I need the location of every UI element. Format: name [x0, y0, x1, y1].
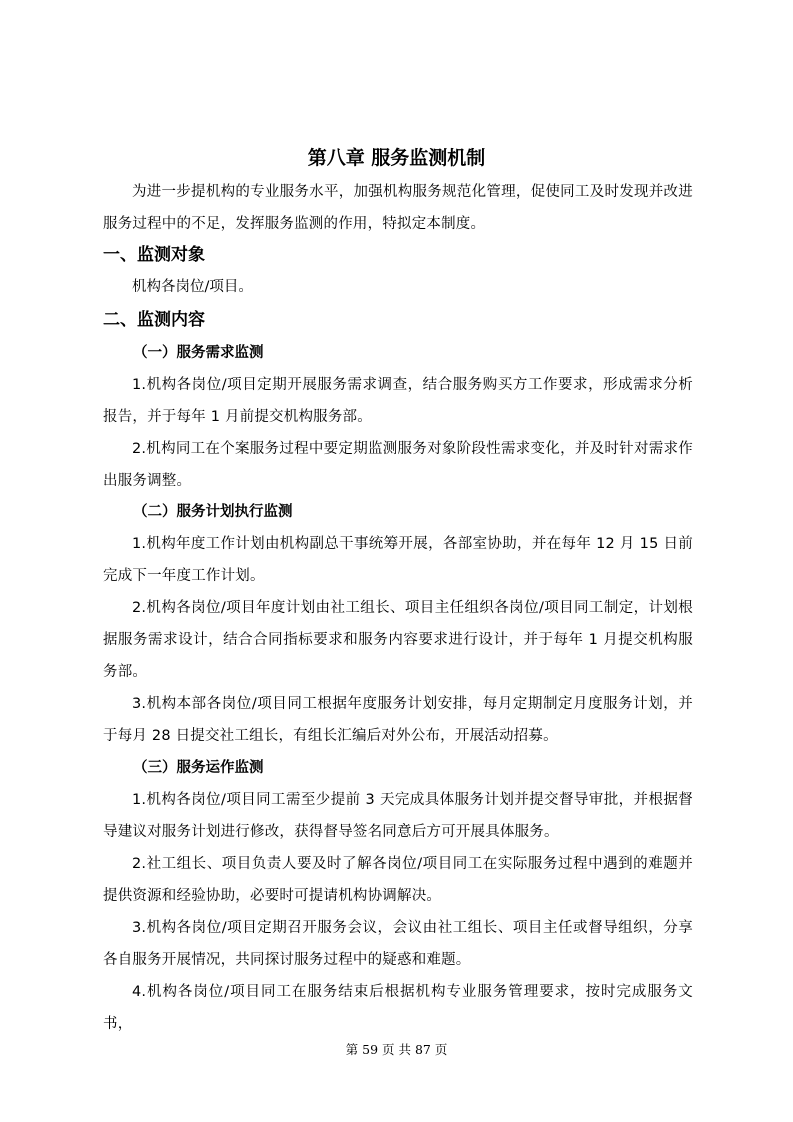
section-heading-monitoring-object: 一、监测对象	[103, 245, 205, 265]
plan-paragraph-2: 2.机构各岗位/项目年度计划由社工组长、项目主任组织各岗位/项目同工制定，计划根据服务需求设计，结合合同指标要求和服务内容要求进行设计，并于每年 1 月提交机构服务部。	[103, 600, 693, 680]
operation-paragraph-2: 2.社工组长、项目负责人要及时了解各岗位/项目同工在实际服务过程中遇到的难题并提供资源和经验协助，必要时可提请机构协调解决。	[103, 856, 693, 904]
plan-paragraph-3: 3.机构本部各岗位/项目同工根据年度服务计划安排，每月定期制定月度服务计划，并于每月 28 日提交社工组长，有组长汇编后对外公布，开展活动招募。	[103, 696, 693, 744]
demand-paragraph-2: 2.机构同工在个案服务过程中要定期监测服务对象阶段性需求变化，并及时针对需求作出服务调整。	[103, 441, 693, 489]
subsection-heading-operation: （三）服务运作监测	[133, 760, 264, 776]
demand-paragraph-1: 1.机构各岗位/项目定期开展服务需求调查，结合服务购买方工作要求，形成需求分析报告，并于每年 1 月前提交机构服务部。	[103, 377, 693, 425]
intro-paragraph: 为进一步提机构的专业服务水平，加强机构服务规范化管理，促使同工及时发现并改进服务过程中的不足，发挥服务监测的作用，特拟定本制度。	[103, 184, 693, 232]
operation-paragraph-4: 4.机构各岗位/项目同工在服务结束后根据机构专业服务管理要求，按时完成服务文书，	[103, 984, 693, 1032]
plan-paragraph-1: 1.机构年度工作计划由机构副总干事统筹开展，各部室协助，并在每年 12 月 15 日前完成下一年度工作计划。	[103, 536, 693, 584]
subsection-heading-demand: （一）服务需求监测	[133, 345, 264, 361]
operation-paragraph-3: 3.机构各岗位/项目定期召开服务会议，会议由社工组长、项目主任或督导组织，分享各自服务开展情况，共同探讨服务过程中的疑惑和难题。	[103, 920, 693, 968]
monitoring-object-text: 机构各岗位/项目。	[132, 279, 253, 295]
chapter-title: 第八章 服务监测机制	[307, 147, 486, 169]
operation-paragraph-1: 1.机构各岗位/项目同工需至少提前 3 天完成具体服务计划并提交督导审批，并根据督导建议对服务计划进行修改，获得督导签名同意后方可开展具体服务。	[103, 792, 693, 840]
subsection-heading-plan: （二）服务计划执行监测	[133, 504, 293, 520]
section-heading-monitoring-content: 二、监测内容	[103, 310, 205, 330]
page-number-footer: 第 59 页 共 87 页	[345, 1042, 448, 1057]
